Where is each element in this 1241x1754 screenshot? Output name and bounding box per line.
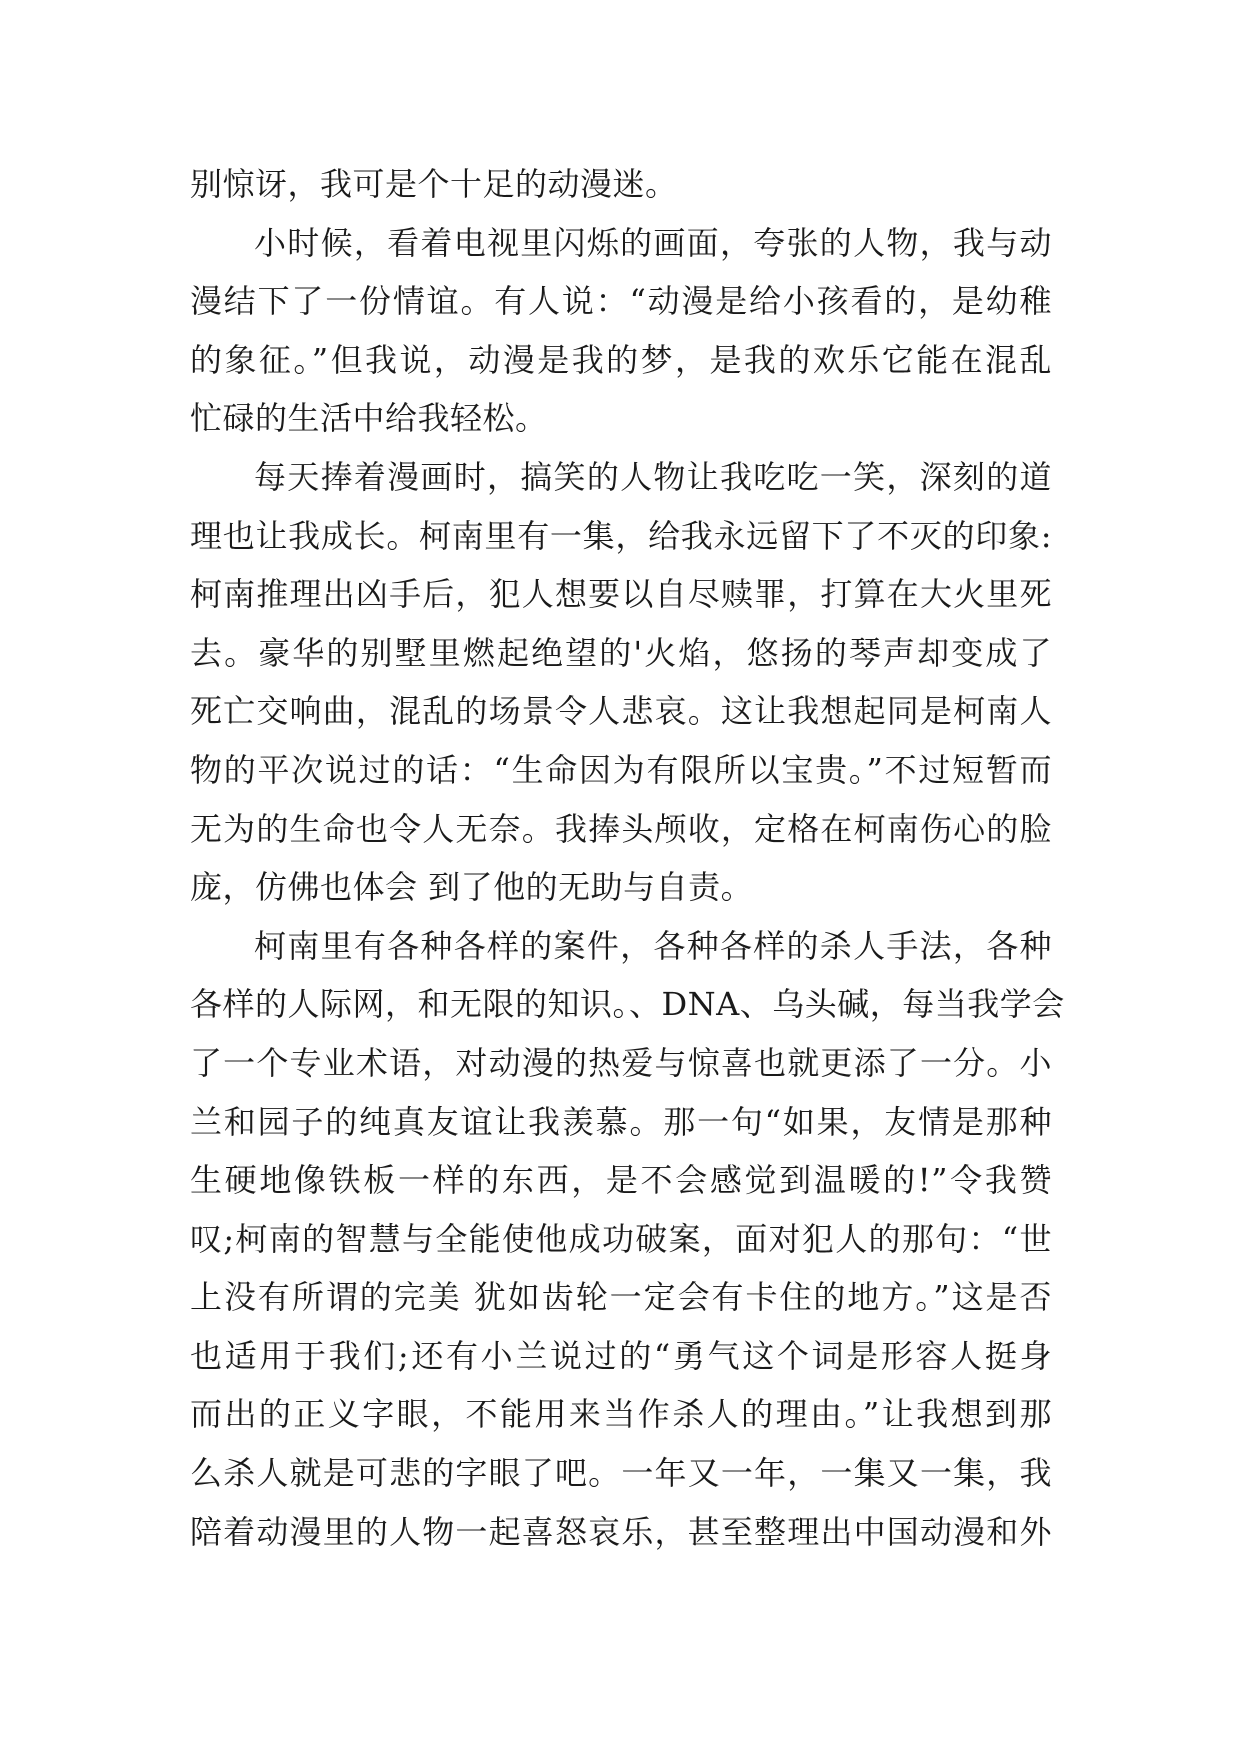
text-line: 庞，仿佛也体会 到了他的无助与自责。: [190, 868, 754, 907]
paragraph: [190, 155, 1052, 214]
essay-body: [190, 155, 1065, 1561]
text-line: 柯南推理出凶手后，犯人想要以自尽赎罪，打算在大火里死: [190, 575, 1052, 614]
text-line: 去。豪华的别墅里燃起绝望的'火焰，悠扬的琴声却变成了: [190, 633, 1052, 672]
text-line: 上没有所谓的完美 犹如齿轮一定会有卡住的地方。”这是否: [190, 1278, 1052, 1317]
text-line: 叹;柯南的智慧与全能使他成功破案，面对犯人的那句：“世: [190, 1219, 1052, 1258]
text-line: 忙碌的生活中给我轻松。: [190, 399, 548, 438]
text-line: 而出的正义字眼，不能用来当作杀人的理由。”让我想到那: [190, 1395, 1052, 1434]
paragraph: [190, 214, 1052, 448]
text-line: 别惊讶，我可是个十足的动漫迷。: [190, 165, 678, 203]
text-line: 无为的生命也令人无奈。我捧头颅收，定格在柯南伤心的脸: [190, 809, 1052, 848]
text-line: 小时候，看着电视里闪烁的画面，夸张的人物，我与动: [254, 223, 1052, 262]
text-line: 生硬地像铁板一样的东西，是不会感觉到温暖的!”令我赞: [190, 1161, 1052, 1200]
text-line: 的象征。”但我说，动漫是我的梦，是我的欢乐它能在混乱: [190, 340, 1052, 379]
text-line: 物的平次说过的话：“生命因为有限所以宝贵。”不过短暂而: [190, 750, 1052, 789]
text-line: 兰和园子的纯真友谊让我羡慕。那一句“如果，友情是那种: [190, 1102, 1052, 1141]
text-line: 死亡交响曲，混乱的场景令人悲哀。这让我想起同是柯南人: [190, 692, 1052, 731]
text-line: 各样的人际网，和无限的知识。、DNA、乌头碱，每当我学会: [190, 985, 1065, 1024]
text-line: 漫结下了一份情谊。有人说：“动漫是给小孩看的，是幼稚: [190, 282, 1052, 321]
paragraph: [190, 448, 1052, 917]
text-line: 柯南里有各种各样的案件，各种各样的杀人手法，各种: [254, 926, 1052, 965]
text-line: 也适用于我们;还有小兰说过的“勇气这个词是形容人挺身: [190, 1336, 1052, 1375]
text-line: 了一个专业术语，对动漫的热爱与惊喜也就更添了一分。小: [190, 1043, 1052, 1082]
text-line: 陪着动漫里的人物一起喜怒哀乐，甚至整理出中国动漫和外: [190, 1512, 1052, 1551]
paragraph: [190, 917, 1065, 1562]
text-line: 每天捧着漫画时，搞笑的人物让我吃吃一笑，深刻的道: [254, 457, 1052, 496]
text-line: 理也让我成长。柯南里有一集，给我永远留下了不灭的印象:: [190, 516, 1052, 555]
text-line: 么杀人就是可悲的字眼了吧。一年又一年，一集又一集，我: [190, 1454, 1052, 1493]
